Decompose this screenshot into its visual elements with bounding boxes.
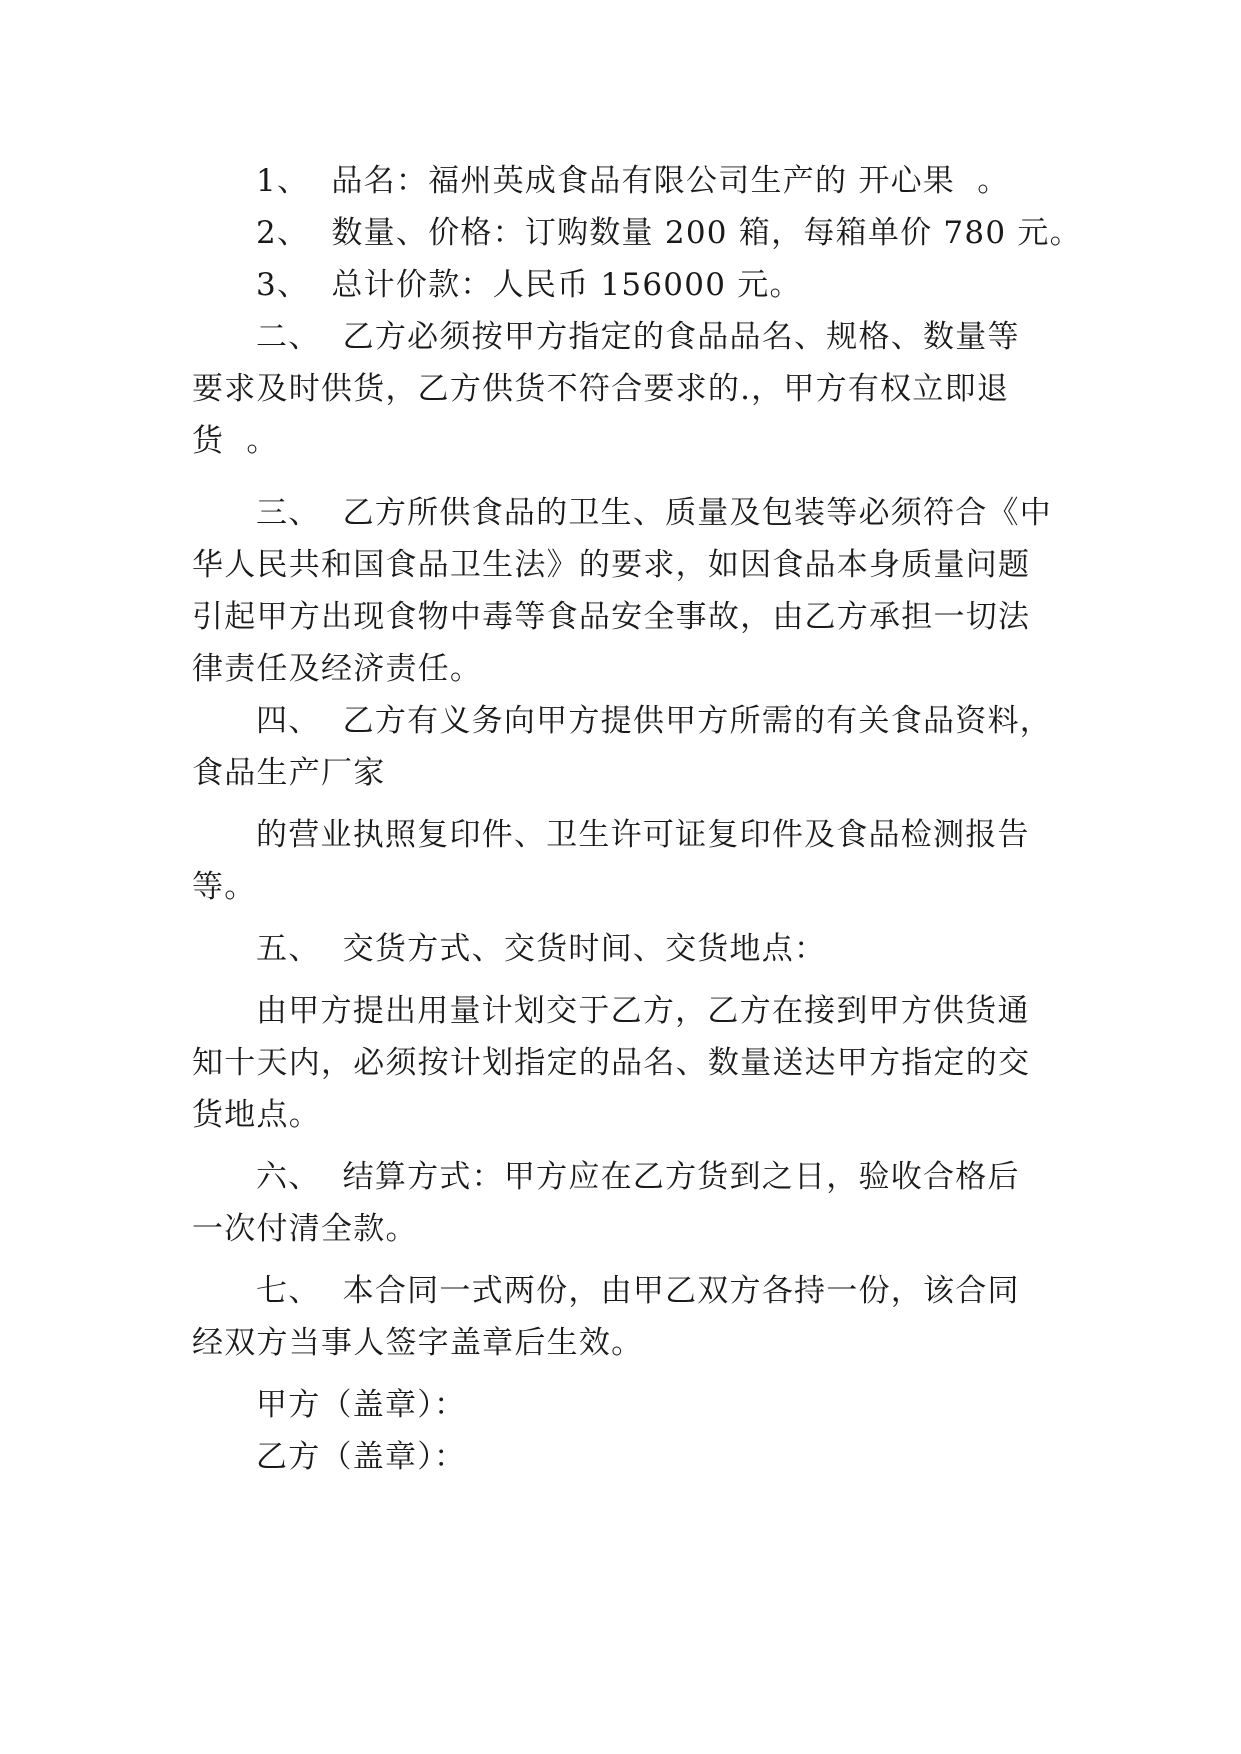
clause-3-line-3: 引起甲方出现食物中毒等食品安全事故，由乙方承担一切法 — [192, 599, 1031, 635]
clause-3-line-4: 律责任及经济责任。 — [192, 651, 483, 687]
party-a-seal: 甲方（盖章）： — [256, 1387, 467, 1423]
clause-6-line-2: 一次付清全款。 — [192, 1211, 418, 1247]
clause-item-3: 3、 总计价款：人民币 156000 元。 — [256, 267, 802, 303]
clause-2-line-3: 货 。 — [192, 423, 279, 459]
clause-4-line-1: 四、 乙方有义务向甲方提供甲方所需的有关食品资料， — [256, 703, 1052, 739]
clause-4-line-2: 食品生产厂家 — [192, 755, 386, 791]
clause-item-1: 1、 品名：福州英成食品有限公司生产的 开心果 。 — [256, 163, 1010, 199]
clause-5-line-1: 由甲方提出用量计划交于乙方，乙方在接到甲方供货通 — [256, 993, 1030, 1029]
clause-3-line-1: 三、 乙方所供食品的卫生、质量及包装等必须符合《中 — [256, 495, 1052, 531]
clause-5-heading: 五、 交货方式、交货时间、交货地点： — [256, 931, 827, 967]
clause-5-line-2: 知十天内，必须按计划指定的品名、数量送达甲方指定的交 — [192, 1045, 1031, 1081]
clause-6-line-1: 六、 结算方式：甲方应在乙方货到之日，验收合格后 — [256, 1159, 1020, 1195]
clause-2-line-1: 二、 乙方必须按甲方指定的食品品名、规格、数量等 — [256, 319, 1020, 355]
clause-5-line-3: 货地点。 — [192, 1097, 321, 1133]
clause-7-line-1: 七、 本合同一式两份，由甲乙双方各持一份，该合同 — [256, 1273, 1020, 1309]
clause-4-line-4: 等。 — [192, 869, 257, 905]
clause-4-line-3: 的营业执照复印件、卫生许可证复印件及食品检测报告 — [256, 817, 1030, 853]
clause-item-2: 2、 数量、价格：订购数量 200 箱，每箱单价 780 元。 — [256, 215, 1082, 251]
clause-7-line-2: 经双方当事人签字盖章后生效。 — [192, 1325, 644, 1361]
party-b-seal: 乙方（盖章）： — [256, 1439, 467, 1475]
clause-2-line-2: 要求及时供货，乙方供货不符合要求的.，甲方有权立即退 — [192, 371, 1010, 407]
clause-3-line-2: 华人民共和国食品卫生法》的要求，如因食品本身质量问题 — [192, 547, 1031, 583]
